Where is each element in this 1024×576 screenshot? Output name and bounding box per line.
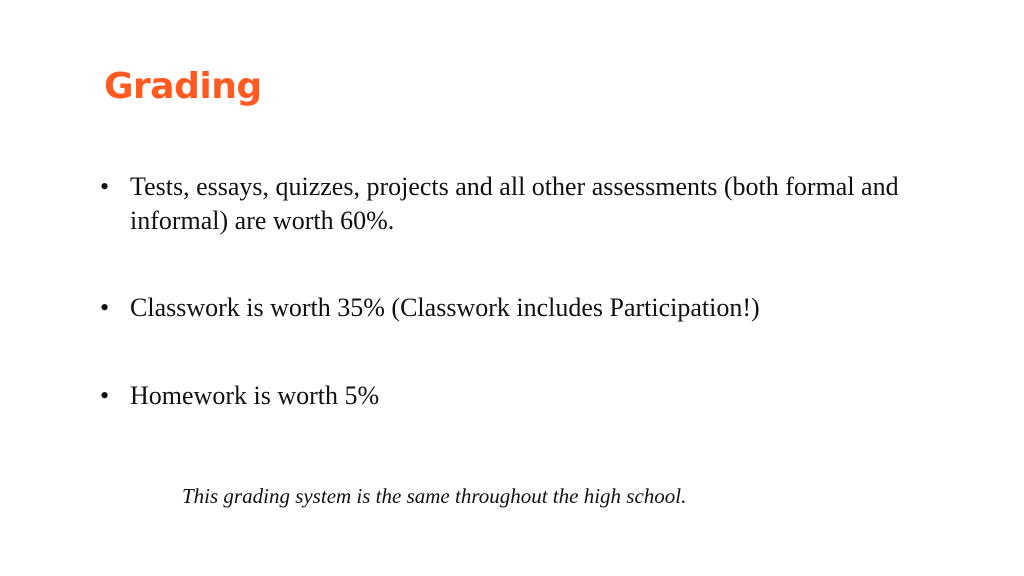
bullet-item-homework [100, 379, 900, 413]
bullet-item-assessments [100, 170, 900, 238]
slide-title: Grading [104, 66, 262, 107]
bullet-text: Classwork is worth 35% (Classwork includes Participation!) [130, 293, 760, 322]
bullet-marker: • [100, 172, 110, 201]
bullet-text: Tests, essays, quizzes, projects and all other assessments (both formal and informal) are worth 60%. [130, 172, 899, 235]
bullet-item-classwork [100, 291, 900, 325]
bullet-marker: • [100, 293, 110, 322]
footnote: This grading system is the same throughout the high school. [182, 484, 687, 508]
bullet-text: Homework is worth 5% [130, 381, 380, 410]
bullet-list [100, 170, 900, 413]
bullet-marker: • [100, 381, 110, 410]
